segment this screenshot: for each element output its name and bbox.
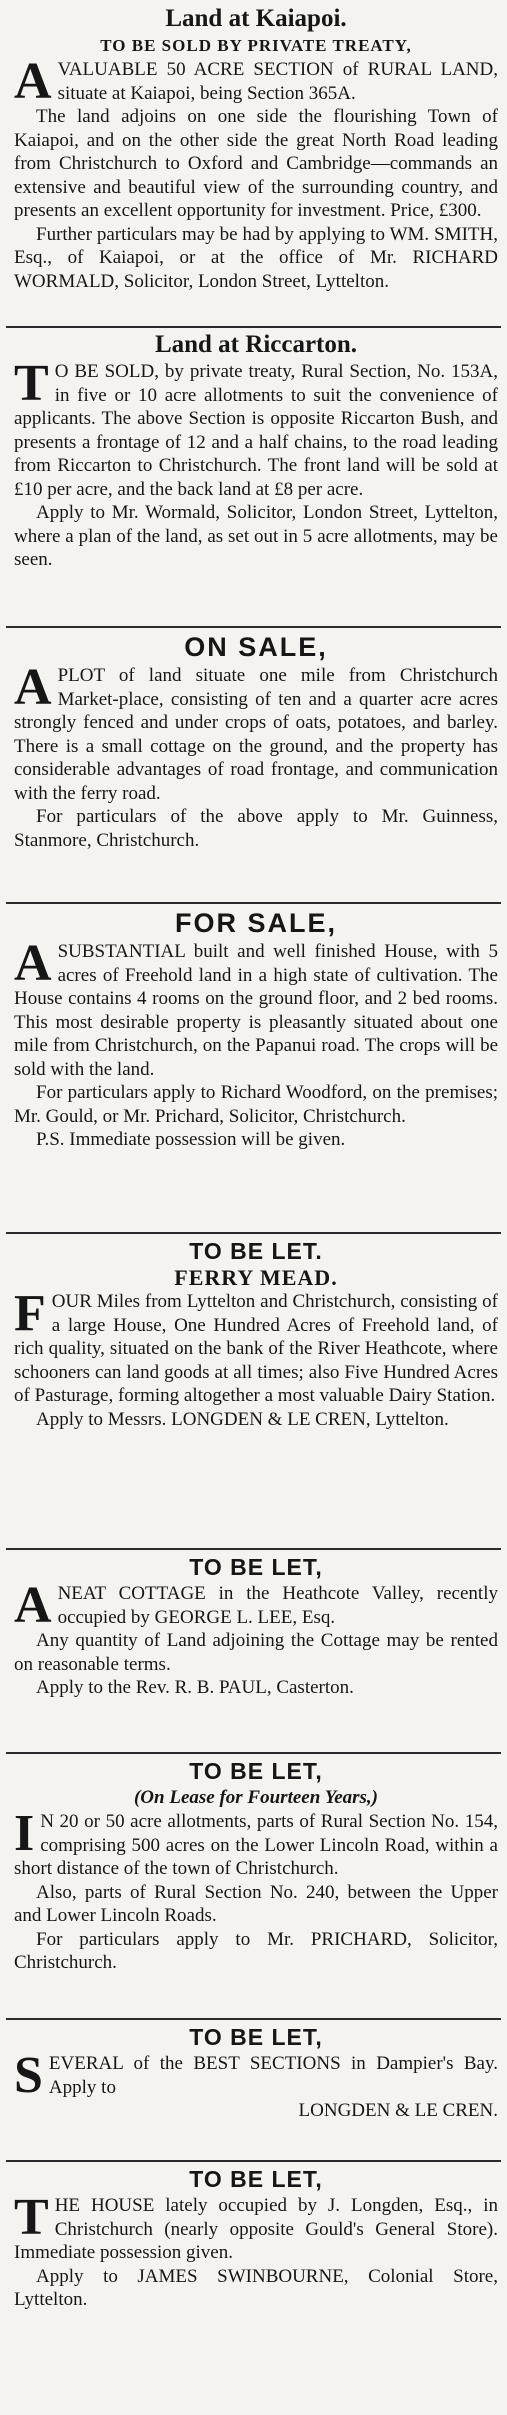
advert-dampiers-bay: [14, 2022, 498, 2156]
advert-neat-cottage: [14, 1552, 498, 1748]
advert-land-at-kaiapoi: [14, 4, 498, 322]
advert-subheading: TO BE SOLD BY PRIVATE TREATY,: [100, 36, 412, 55]
advert-paragraph: Apply to Messrs. LONGDEN & LE CREN, Lyttelton.: [36, 1408, 449, 1430]
advert-heading: ON SALE,: [184, 632, 328, 662]
advert-ferry-mead: [14, 1236, 498, 1544]
column-rule: [6, 326, 501, 328]
advert-paragraph: For particulars apply to Mr. PRICHARD, Solicitor, Christchurch.: [14, 1928, 498, 1973]
column-rule: [6, 1548, 501, 1550]
advert-paragraph: Also, parts of Rural Section No. 240, between the Upper and Lower Lincoln Roads.: [14, 1881, 498, 1926]
advert-paragraph: For particulars of the above apply to Mr. Guinness, Stanmore, Christchurch.: [14, 806, 498, 851]
advert-lincoln-road-allotments: [14, 1756, 498, 2014]
advert-paragraph: P.S. Immediate possession will be given.: [36, 1129, 346, 1150]
advert-subheading: (On Lease for Fourteen Years,): [133, 1787, 378, 1808]
advert-paragraph: TO BE SOLD, by private treaty, Rural Section, No. 153A, in five or 10 acre allotments to suit the convenience of applicants. The above Section is opposite Riccarton Bush, and presents a frontage of 12 and a half chains, to the road leading from Riccarton to Christchurch. The front land will be sold at £10 per acre, and the back land at £8 per acre.: [14, 355, 498, 500]
advert-paragraph: Any quantity of Land adjoining the Cottage may be rented on reasonable terms.: [14, 1630, 498, 1675]
advert-signature: LONGDEN & LE CREN.: [298, 2100, 498, 2121]
advert-paragraph: FOUR Miles from Lyttelton and Christchurch, consisting of a large House, One Hundred Acres of Freehold land, of rich quality, situated on the bank of the River Heathcote, where schooners can land goods at all times; also Five Hundred Acres of Pasturage, forming altogether a most valuable Dairy Station.: [14, 1285, 498, 1406]
advert-heading: TO BE LET,: [189, 2166, 323, 2192]
advert-heading: Land at Riccarton.: [154, 331, 358, 358]
advert-paragraph: For particulars apply to Richard Woodford, on the premises; Mr. Gould, or Mr. Prichard, Solicitor, Christchurch.: [14, 1082, 498, 1127]
advert-paragraph: Apply to the Rev. R. B. PAUL, Casterton.: [36, 1677, 354, 1698]
advert-heading: Land at Kaiapoi.: [165, 5, 347, 32]
advert-paragraph: IN 20 or 50 acre allotments, parts of Rural Section No. 154, comprising 500 acres on the Lower Lincoln Road, within a short distance of the town of Christchurch.: [14, 1805, 498, 1879]
advert-heading: TO BE LET,: [189, 2024, 323, 2050]
column-rule: [6, 2160, 501, 2162]
advert-heading: TO BE LET.: [189, 1238, 323, 1264]
advert-paragraph: ANEAT COTTAGE in the Heathcote Valley, recently occupied by GEORGE L. LEE, Esq.: [14, 1577, 498, 1634]
advert-for-sale: [14, 906, 498, 1228]
advert-on-sale: [14, 630, 498, 898]
advert-the-house: [14, 2164, 498, 2410]
column-rule: [6, 902, 501, 904]
advert-paragraph: SEVERAL of the BEST SECTIONS in Dampier's Bay. Apply to: [14, 2047, 498, 2104]
advert-paragraph: The land adjoins on one side the flourishing Town of Kaiapoi, and on the other side the great North Road leading from Christchurch to Oxford and Cambridge—commands an extensive and beautiful view of the surrounding country, and presents an excellent opportunity for investment. Price, £300.: [14, 106, 498, 221]
advert-paragraph: THE HOUSE lately occupied by J. Longden, Esq., in Christchurch (nearly opposite Gould's General Store). Immediate possession given.: [14, 2189, 498, 2263]
advert-paragraph: APLOT of land situate one mile from Christchurch Market-place, consisting of ten and a quarter acre acres strongly fenced and under crops of oats, potatoes, and barley. There is a small cottage on the ground, and the property has considerable advantages of road frontage, and communication with the ferry road.: [14, 659, 498, 804]
advert-paragraph: ASUBSTANTIAL built and well finished House, with 5 acres of Freehold land in a high state of cultivation. The House contains 4 rooms on the ground floor, and 2 bed rooms. This most desirable property is pleasantly situated about one mile from Christchurch, on the Papanui road. The crops will be sold with the land.: [14, 935, 498, 1080]
advert-paragraph: Further particulars may be had by applying to WM. SMITH, Esq., of Kaiapoi, or at the office of Mr. RICHARD WORMALD, Solicitor, London Street, Lyttelton.: [14, 223, 498, 292]
advert-heading: FOR SALE,: [174, 908, 337, 938]
column-rule: [6, 626, 501, 628]
column-rule: [6, 2018, 501, 2020]
advert-heading: TO BE LET,: [189, 1758, 323, 1784]
advert-paragraph: Apply to Mr. Wormald, Solicitor, London Street, Lyttelton, where a plan of the land, as set out in 5 acre allotments, may be seen.: [14, 502, 498, 570]
advert-paragraph: Apply to JAMES SWINBOURNE, Colonial Store, Lyttelton.: [14, 2265, 498, 2310]
column-rule: [6, 1232, 501, 1234]
advert-land-at-riccarton: [14, 330, 498, 622]
advert-heading: TO BE LET,: [189, 1554, 323, 1580]
advert-paragraph: AVALUABLE 50 ACRE SECTION of RURAL LAND, situate at Kaiapoi, being Section 365A.: [14, 53, 498, 110]
advert-subheading: FERRY MEAD.: [174, 1265, 338, 1290]
column-rule: [6, 1752, 501, 1754]
